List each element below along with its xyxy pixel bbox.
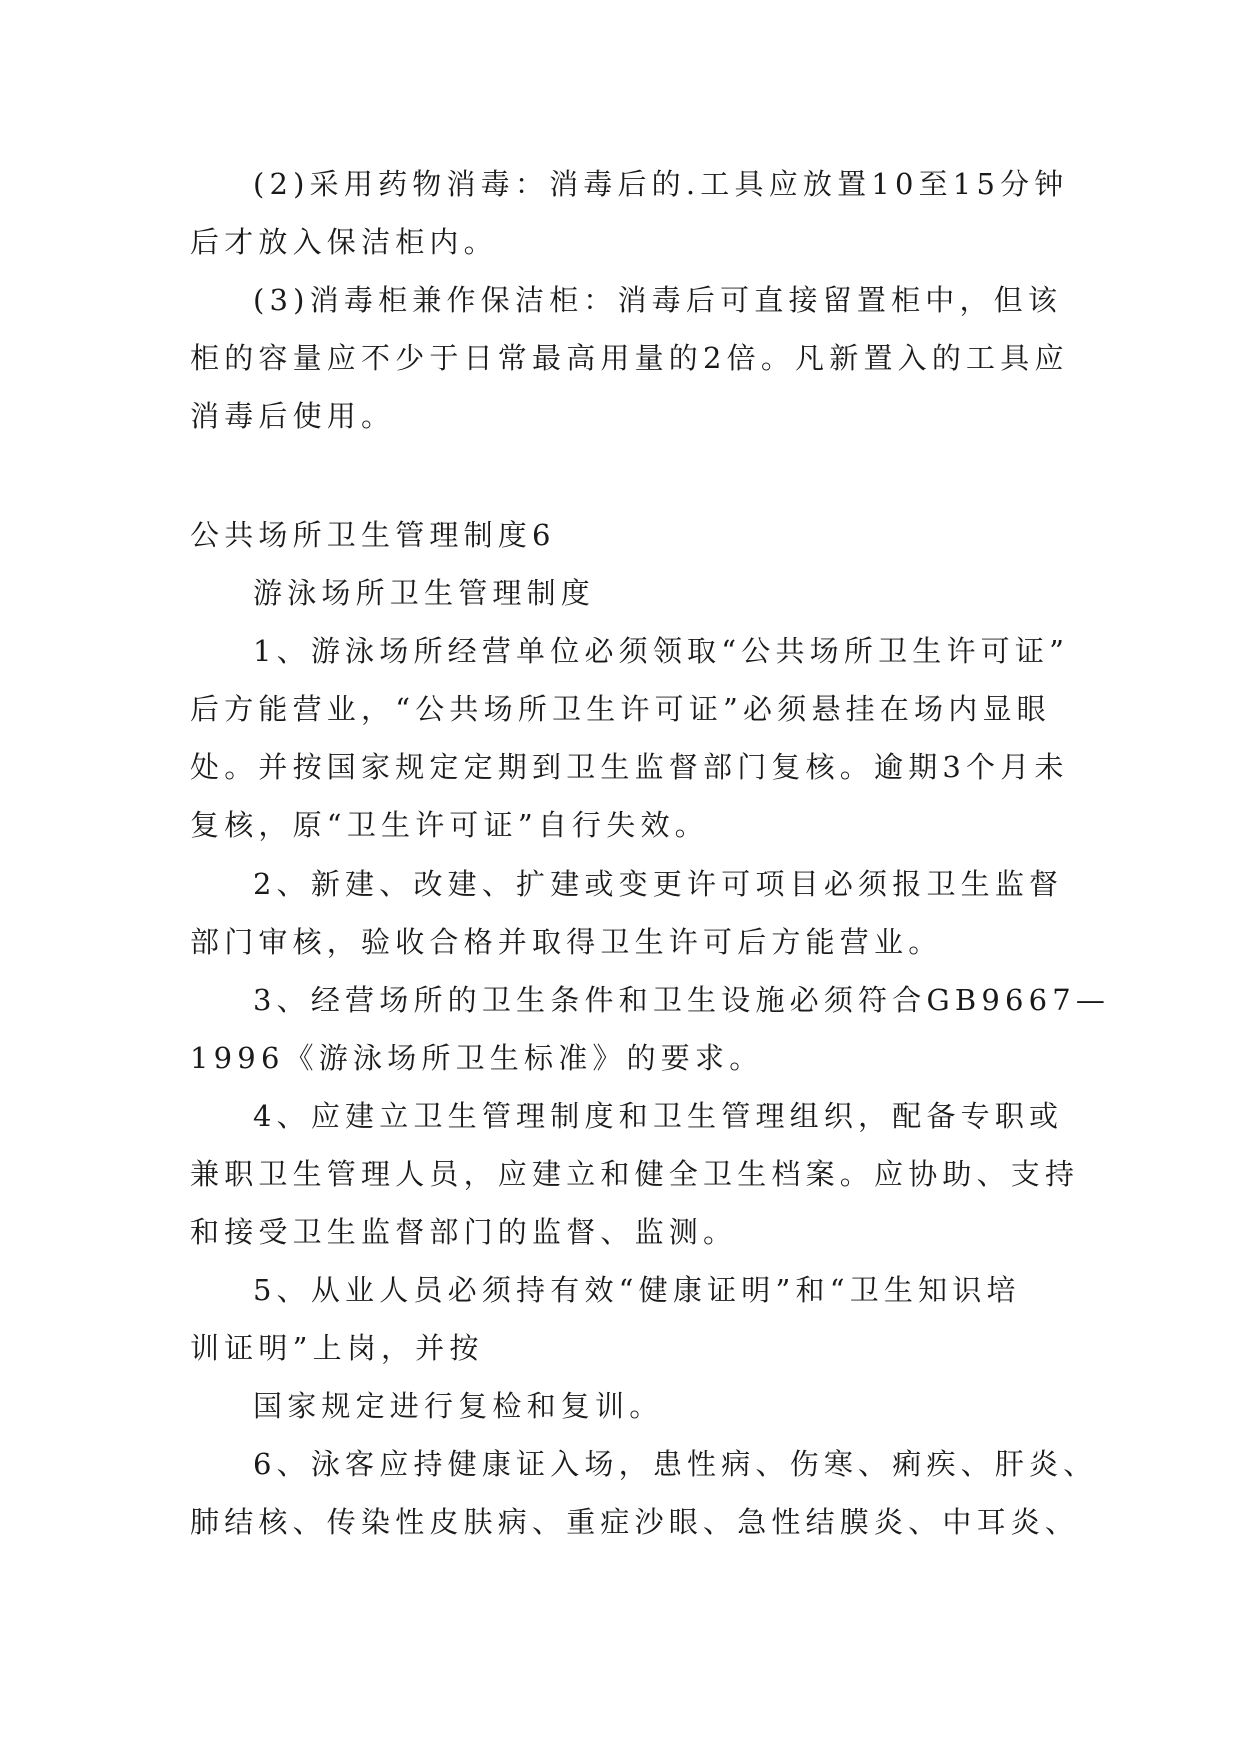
paragraph-line: 5、从业人员必须持有效“健康证明”和“卫生知识培 <box>253 1273 1021 1307</box>
paragraph-line: 3、经营场所的卫生条件和卫生设施必须符合GB9667— <box>253 983 1111 1017</box>
paragraph-line: (3)消毒柜兼作保洁柜：消毒后可直接留置柜中，但该 <box>253 283 1063 317</box>
paragraph-line: 1、游泳场所经营单位必须领取“公共场所卫生许可证” <box>253 634 1070 668</box>
paragraph-line: 1996《游泳场所卫生标准》的要求。 <box>190 1041 764 1075</box>
paragraph-line: 肺结核、传染性皮肤病、重症沙眼、急性结膜炎、中耳炎、 <box>190 1505 1080 1539</box>
paragraph-line: 4、应建立卫生管理制度和卫生管理组织，配备专职或 <box>253 1099 1064 1133</box>
paragraph-line: 6、泳客应持健康证入场，患性病、伤寒、痢疾、肝炎、 <box>253 1447 1098 1481</box>
paragraph-line: 后方能营业，“公共场所卫生许可证”必须悬挂在场内显眼 <box>190 692 1051 726</box>
paragraph-line: 部门审核，验收合格并取得卫生许可后方能营业。 <box>190 925 943 959</box>
paragraph-line: 处。并按国家规定定期到卫生监督部门复核。逾期3个月未 <box>190 750 1069 784</box>
section-subtitle: 游泳场所卫生管理制度 <box>253 576 596 610</box>
paragraph-line: 柜的容量应不少于日常最高用量的2倍。凡新置入的工具应 <box>190 341 1069 375</box>
paragraph-line: 训证明”上岗，并按 <box>190 1331 484 1365</box>
section-title: 公共场所卫生管理制度6 <box>190 518 556 552</box>
paragraph-line: 兼职卫生管理人员，应建立和健全卫生档案。应协助、支持 <box>190 1157 1080 1191</box>
paragraph-line: 复核，原“卫生许可证”自行失效。 <box>190 808 709 842</box>
paragraph-line: 消毒后使用。 <box>190 399 396 433</box>
paragraph-line: 后才放入保洁柜内。 <box>190 225 498 259</box>
paragraph-line: 和接受卫生监督部门的监督、监测。 <box>190 1215 738 1249</box>
paragraph-line: (2)采用药物消毒：消毒后的.工具应放置10至15分钟 <box>253 167 1069 201</box>
paragraph-line: 国家规定进行复检和复训。 <box>253 1389 664 1423</box>
paragraph-line: 2、新建、改建、扩建或变更许可项目必须报卫生监督 <box>253 867 1064 901</box>
